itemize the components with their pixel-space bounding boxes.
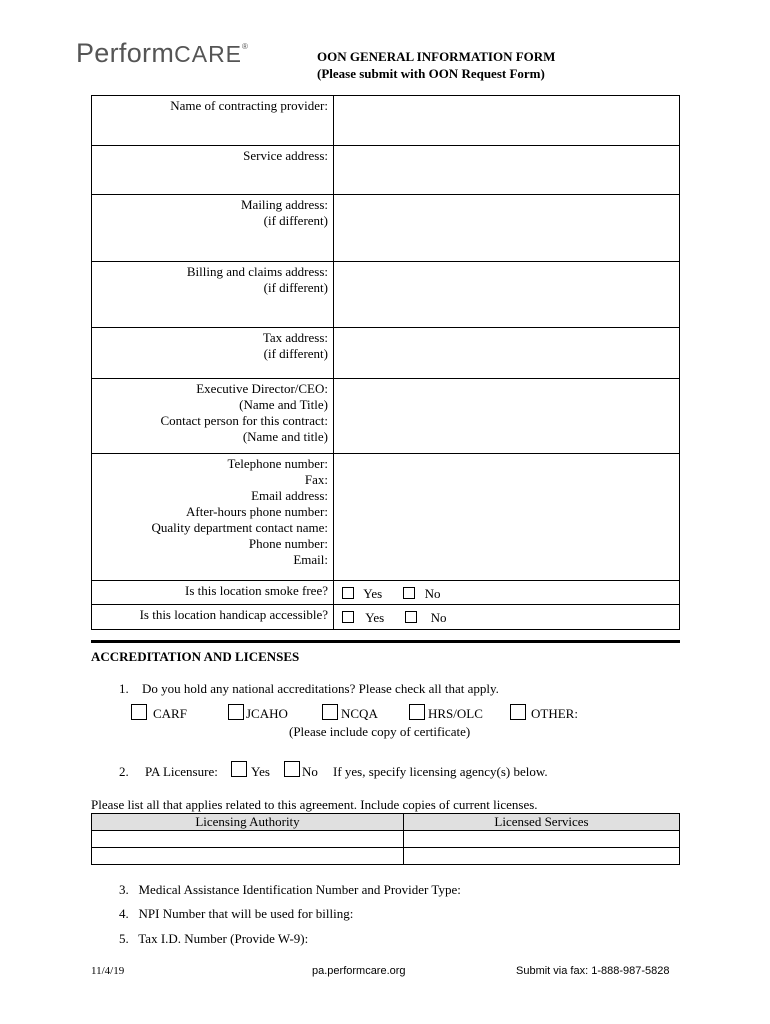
table-row [92, 831, 680, 848]
label-cell: Telephone number: Fax: Email address: After-hours phone number: Quality department contact name: Phone number: Email: [92, 454, 334, 581]
label-cell: Is this location smoke free? [92, 581, 334, 605]
form-title-line2: (Please submit with OON Request Form) [317, 66, 545, 81]
billing-address-field[interactable] [334, 262, 680, 328]
label-cell: Mailing address: (if different) [92, 195, 334, 262]
form-title-line1: OON GENERAL INFORMATION FORM [317, 49, 556, 64]
hrs-olc-checkbox[interactable] [409, 704, 425, 720]
tax-address-field[interactable] [334, 328, 680, 379]
other-checkbox[interactable] [510, 704, 526, 720]
contracting-provider-field[interactable] [334, 96, 680, 146]
jcaho-label: JCAHO [246, 706, 288, 721]
label-cell: Service address: [92, 146, 334, 195]
mailing-address-field[interactable] [334, 195, 680, 262]
services-cell[interactable] [404, 848, 680, 865]
footer-fax: Submit via fax: 1-888-987-5828 [516, 965, 670, 977]
authority-cell[interactable] [92, 831, 404, 848]
table-header-row [92, 814, 680, 831]
carf-label: CARF [153, 706, 187, 721]
executive-contact-field[interactable] [334, 379, 680, 454]
table-row [92, 379, 680, 454]
table-row [92, 605, 680, 630]
table-row [92, 195, 680, 262]
licenses-table [91, 813, 680, 865]
table-row [92, 848, 680, 865]
pa-licensure-yes-label: Yes [251, 764, 270, 779]
label-cell: Billing and claims address: (if different) [92, 262, 334, 328]
services-cell[interactable] [404, 831, 680, 848]
handicap-yes-label: Yes [365, 610, 385, 625]
question-4: 4. NPI Number that will be used for billing: [119, 906, 354, 921]
handicap-no-checkbox[interactable] [405, 611, 417, 623]
smoke-free-no-checkbox[interactable] [403, 587, 415, 599]
question-1-text: Do you hold any national accreditations? Please check all that apply. [142, 681, 499, 696]
smoke-free-no-label: No [424, 586, 441, 601]
carf-checkbox[interactable] [131, 704, 147, 720]
label-cell: Tax address: (if different) [92, 328, 334, 379]
footer-website: pa.performcare.org [312, 965, 406, 977]
licenses-instruction: Please list all that applies related to this agreement. Include copies of current licenses. [91, 797, 538, 812]
smoke-free-yes-checkbox[interactable] [342, 587, 354, 599]
pa-licensure-label: PA Licensure: [145, 764, 218, 779]
pa-licensure-no-label: No [302, 764, 318, 779]
ncqa-checkbox[interactable] [322, 704, 338, 720]
table-row [92, 454, 680, 581]
hrs-olc-label: HRS/OLC [428, 706, 483, 721]
accreditation-heading: ACCREDITATION AND LICENSES [91, 649, 300, 664]
smoke-free-options [334, 581, 680, 605]
section-divider [91, 640, 680, 643]
authority-cell[interactable] [92, 848, 404, 865]
handicap-no-label: No [430, 610, 447, 625]
certificate-note: (Please include copy of certificate) [289, 724, 471, 739]
performcare-logo: PerformCARE® [76, 38, 249, 68]
pa-licensure-no-checkbox[interactable] [284, 761, 300, 777]
question-3: 3. Medical Assistance Identification Number and Provider Type: [119, 882, 461, 897]
ncqa-label: NCQA [341, 706, 378, 721]
contact-details-field[interactable] [334, 454, 680, 581]
question-2-number: 2. [119, 764, 129, 779]
handicap-yes-checkbox[interactable] [342, 611, 354, 623]
licensure-note: If yes, specify licensing agency(s) below. [333, 764, 548, 779]
table-row [92, 96, 680, 146]
pa-licensure-yes-checkbox[interactable] [231, 761, 247, 777]
licensing-authority-header: Licensing Authority [92, 814, 404, 831]
other-label: OTHER: [531, 706, 578, 721]
table-row [92, 581, 680, 605]
label-cell: Name of contracting provider: [92, 96, 334, 146]
question-5: 5. Tax I.D. Number (Provide W-9): [119, 931, 309, 946]
service-address-field[interactable] [334, 146, 680, 195]
table-row [92, 146, 680, 195]
question-1-number: 1. [119, 681, 129, 696]
form-title [317, 48, 555, 82]
table-row [92, 262, 680, 328]
table-row [92, 328, 680, 379]
jcaho-checkbox[interactable] [228, 704, 244, 720]
provider-info-table [91, 95, 680, 630]
handicap-accessible-options [334, 605, 680, 630]
licensed-services-header: Licensed Services [404, 814, 680, 831]
footer-date: 11/4/19 [91, 965, 125, 977]
label-cell: Executive Director/CEO: (Name and Title) Contact person for this contract: (Name and title) [92, 379, 334, 454]
smoke-free-yes-label: Yes [363, 586, 383, 601]
label-cell: Is this location handicap accessible? [92, 605, 334, 630]
